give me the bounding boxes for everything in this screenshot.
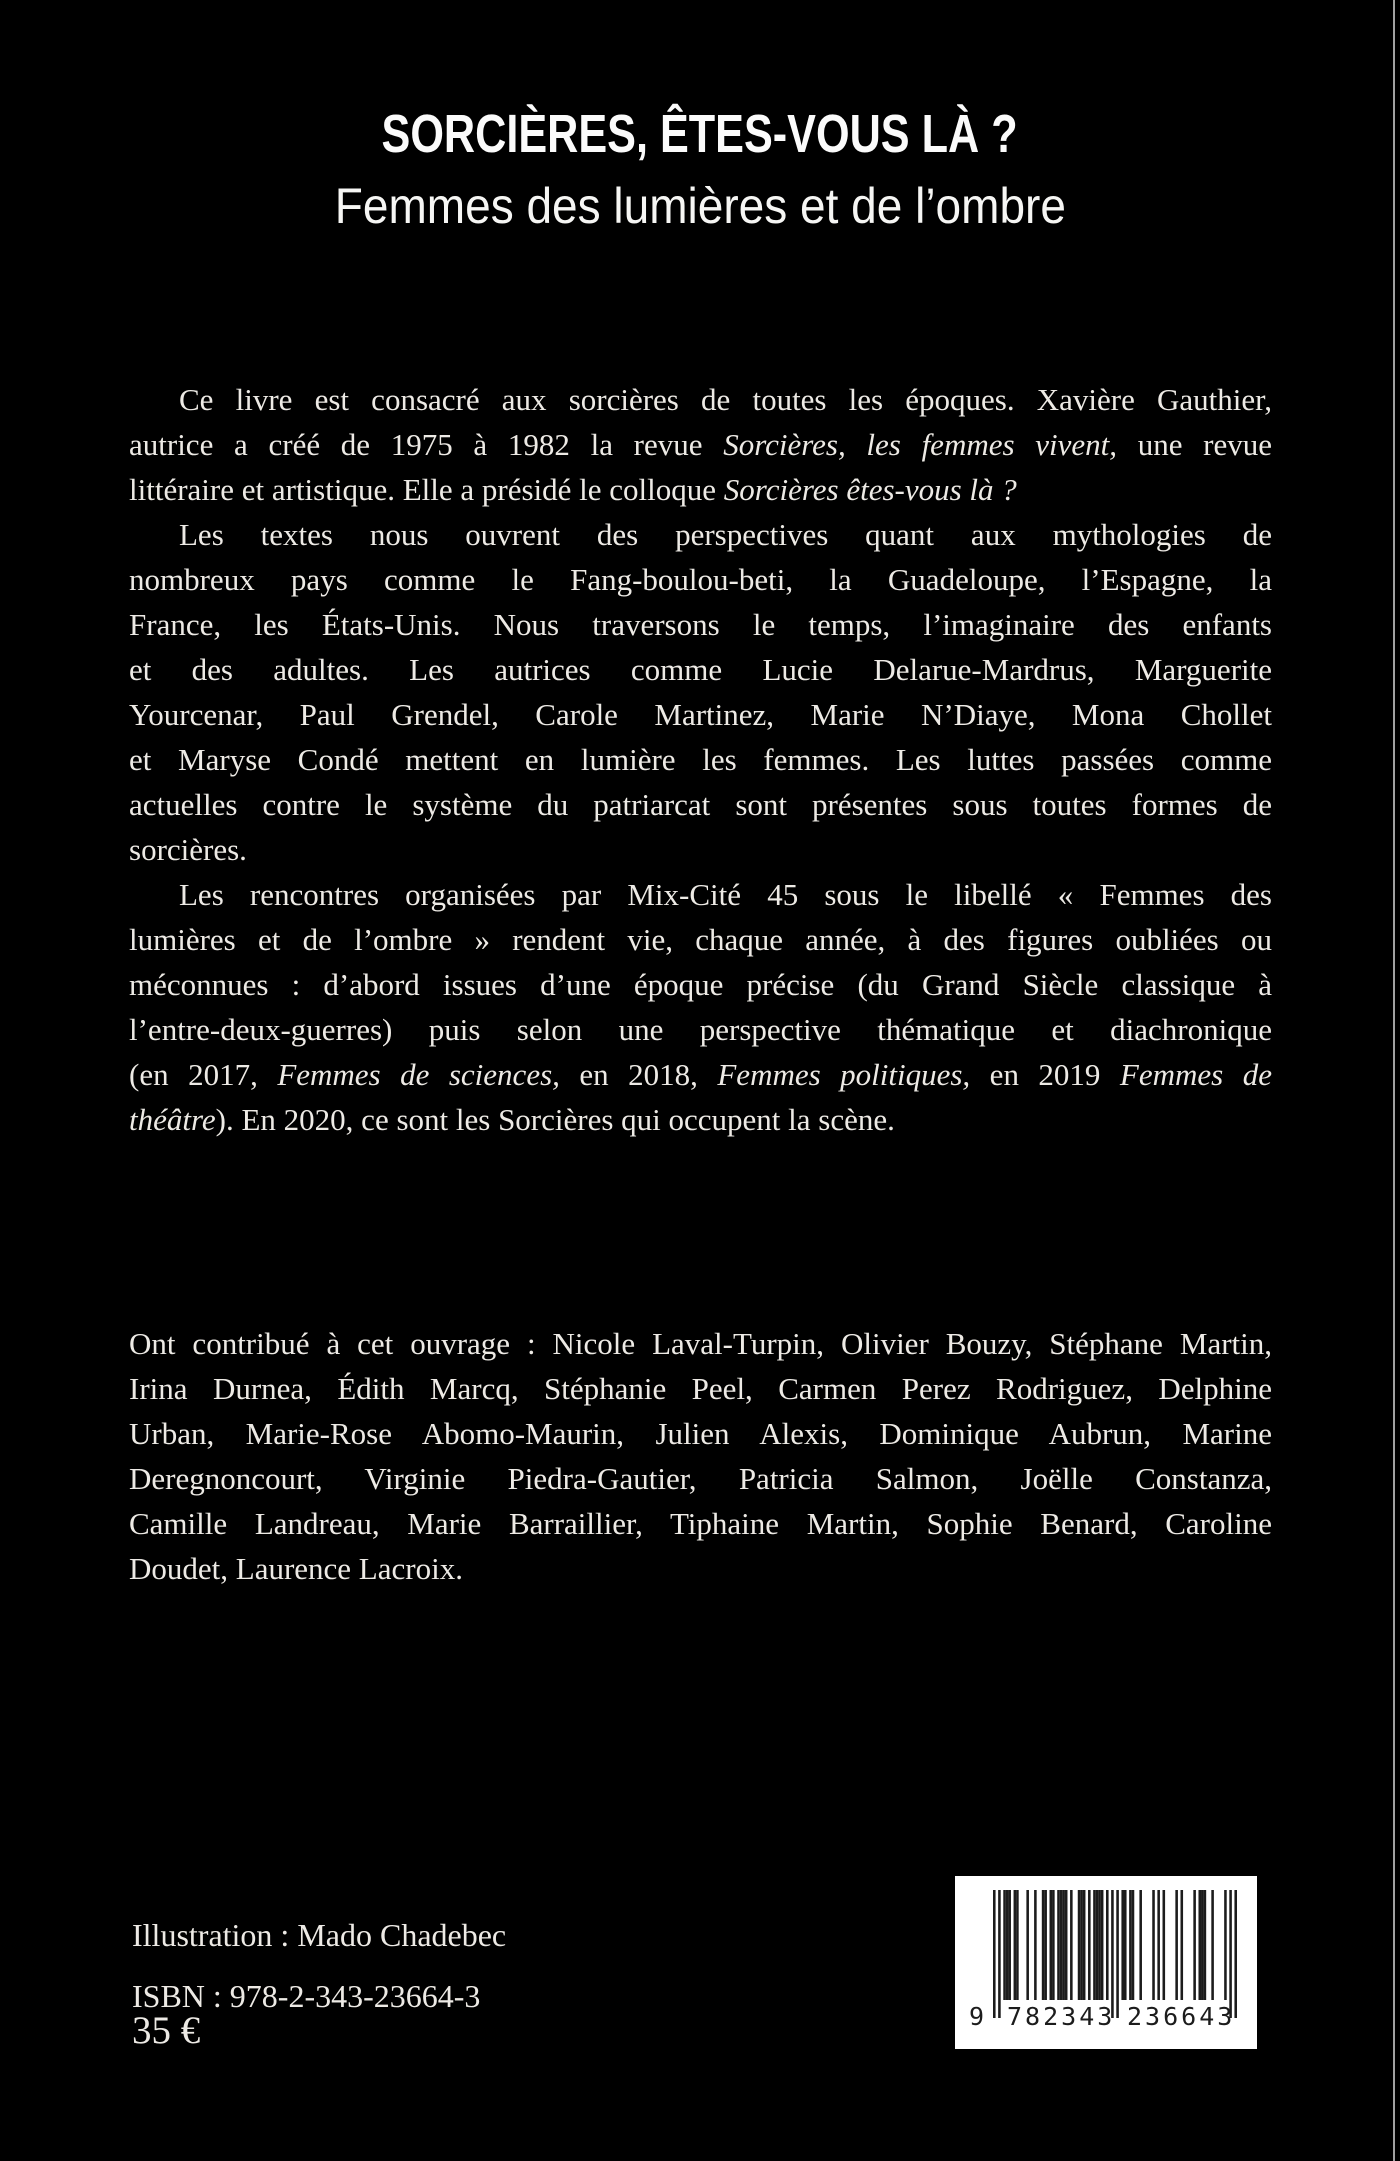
paragraph (129, 512, 1272, 872)
paragraph (129, 872, 1272, 1142)
text-line: France, les États-Unis. Nous traversons le temps, l’imaginaire des enfants (129, 607, 1272, 642)
text-line: l’entre-deux-guerres) puis selon une perspective thématique et diachronique (129, 1012, 1272, 1047)
page-scan-edge-line (1393, 0, 1395, 2161)
barcode-digit-group2: 236643 (1127, 2002, 1236, 2031)
illustration-credit: Illustration : Mado Chadebec (132, 1917, 507, 1953)
page-subtitle (0, 178, 1400, 234)
synopsis-text (129, 377, 1272, 1142)
text-line: Deregnoncourt, Virginie Piedra-Gautier, Patricia Salmon, Joëlle Constanza, (129, 1461, 1272, 1496)
text-line: théâtre). En 2020, ce sont les Sorcières qui occupent la scène. (129, 1102, 895, 1137)
price-label: 35 € (132, 2009, 201, 2052)
barcode (955, 1876, 1257, 2049)
text-line: Camille Landreau, Marie Barraillier, Tiphaine Martin, Sophie Benard, Caroline (129, 1506, 1272, 1541)
text-line: Les textes nous ouvrent des perspectives quant aux mythologies de (179, 517, 1272, 552)
text-line: Ce livre est consacré aux sorcières de toutes les époques. Xavière Gauthier, (179, 382, 1272, 417)
page-title (0, 104, 1400, 164)
page-subtitle-text: Femmes des lumières et de l’ombre (334, 178, 1066, 234)
text-line: nombreux pays comme le Fang-boulou-beti, la Guadeloupe, l’Espagne, la (129, 562, 1272, 597)
isbn-number: ISBN : 978-2-343-23664-3 (132, 1978, 481, 2014)
text-line: actuelles contre le système du patriarcat sont présentes sous toutes formes de (129, 787, 1272, 822)
text-line: autrice a créé de 1975 à 1982 la revue Sorcières, les femmes vivent, une revue (129, 427, 1272, 462)
text-line: et des adultes. Les autrices comme Lucie Delarue-Mardrus, Marguerite (129, 652, 1272, 687)
text-line: (en 2017, Femmes de sciences, en 2018, Femmes politiques, en 2019 Femmes de (129, 1057, 1272, 1092)
barcode-digit-prefix: 9 (969, 2002, 985, 2031)
text-line: Doudet, Laurence Lacroix. (129, 1551, 463, 1586)
text-line: lumières et de l’ombre » rendent vie, chaque année, à des figures oubliées ou (129, 922, 1272, 957)
text-line: méconnues : d’abord issues d’une époque précise (du Grand Siècle classique à (129, 967, 1272, 1002)
paragraph (129, 377, 1272, 512)
paragraph (129, 1321, 1272, 1591)
text-line: et Maryse Condé mettent en lumière les femmes. Les luttes passées comme (129, 742, 1272, 777)
text-line: Yourcenar, Paul Grendel, Carole Martinez, Marie N’Diaye, Mona Chollet (129, 697, 1272, 732)
contributors-text (129, 1321, 1272, 1591)
text-line: Les rencontres organisées par Mix-Cité 45 sous le libellé « Femmes des (179, 877, 1272, 912)
page-title-text: SORCIÈRES, ÊTES-VOUS LÀ ? (381, 104, 1019, 164)
text-line: Ont contribué à cet ouvrage : Nicole Laval-Turpin, Olivier Bouzy, Stéphane Martin, (129, 1326, 1272, 1361)
text-line: sorcières. (129, 832, 247, 867)
barcode-digit-group1: 782343 (1007, 2002, 1116, 2031)
text-line: Urban, Marie-Rose Abomo-Maurin, Julien Alexis, Dominique Aubrun, Marine (129, 1416, 1272, 1451)
text-line: littéraire et artistique. Elle a présidé le colloque Sorcières êtes-vous là ? (129, 472, 1017, 507)
text-line: Irina Durnea, Édith Marcq, Stéphanie Peel, Carmen Perez Rodriguez, Delphine (129, 1371, 1272, 1406)
